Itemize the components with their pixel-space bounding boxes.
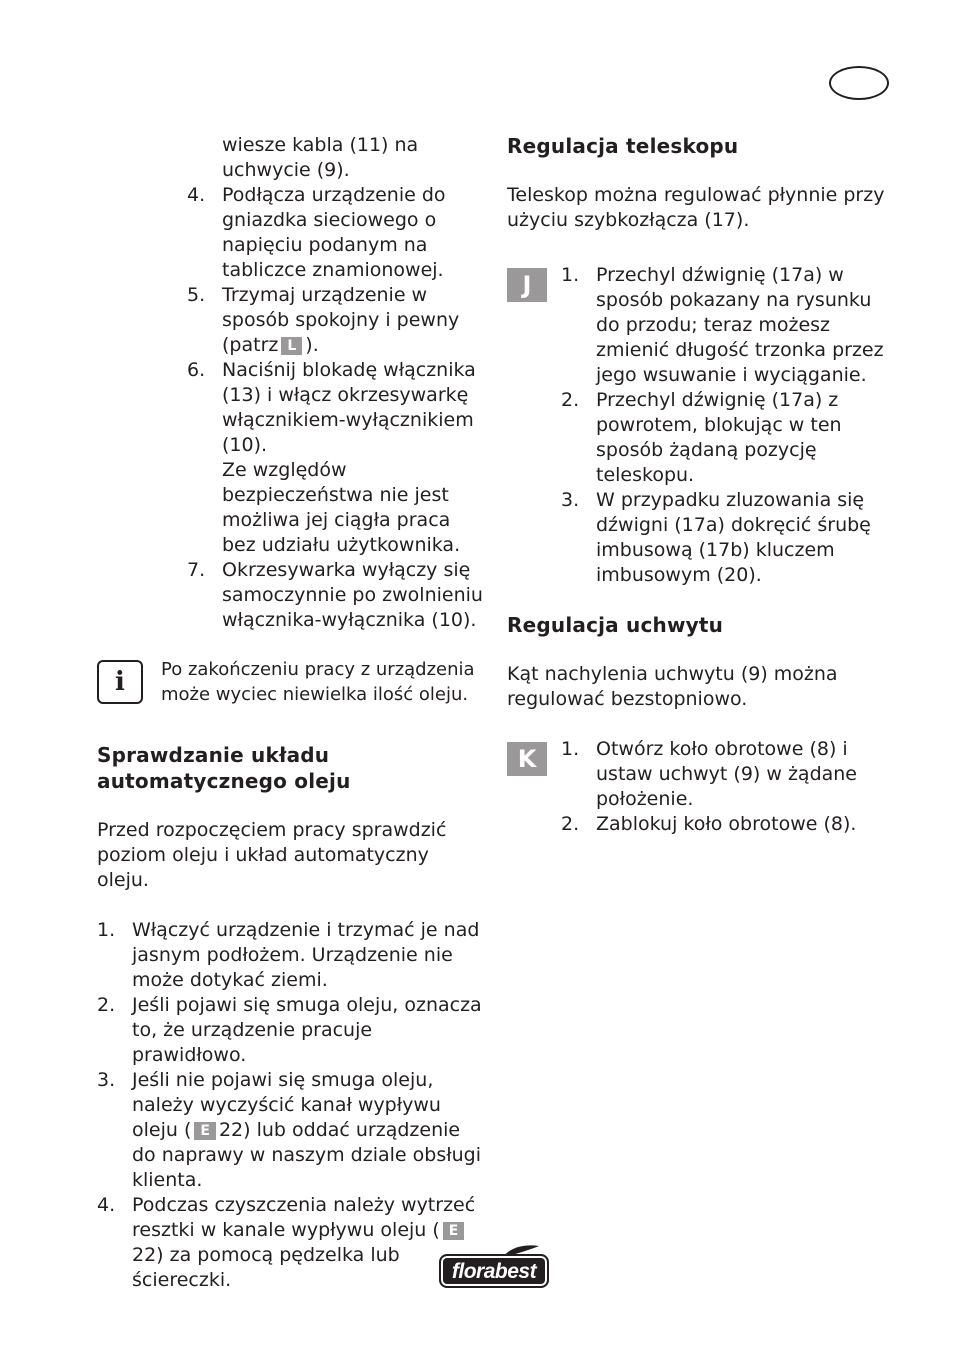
list-item (187, 183, 483, 283)
numbered-list (561, 263, 889, 588)
item-text: Otwórz koło obrotowe (8) i ustaw uchwyt (9) w żądane położenie. (596, 738, 857, 810)
language-oval-marker (829, 66, 889, 100)
item-number: 1. (561, 738, 580, 760)
item-number: 3. (561, 489, 580, 511)
item-number: 4. (187, 184, 206, 206)
list-item (187, 358, 483, 558)
item-text-after: ). (305, 334, 319, 356)
figure-badge: E (443, 1222, 465, 1240)
figure-label-j: J (507, 268, 547, 302)
item-number: 2. (561, 813, 580, 835)
item-number: 1. (97, 919, 116, 941)
item-text: Przechyl dźwignię (17a) z powrotem, blokując w ten sposób żądaną pozycję teleskopu. (596, 389, 842, 486)
figure-badge: E (194, 1122, 216, 1140)
step-block-k (507, 737, 889, 837)
item-text (132, 1193, 483, 1293)
list-item (187, 283, 483, 358)
step-block-j (507, 263, 889, 588)
note-text: Po zakończeniu pracy z urządzenia może wyciec niewielka ilość oleju. (161, 659, 475, 705)
numbered-list (561, 737, 889, 837)
left-column (97, 133, 483, 1293)
list-item (187, 558, 483, 633)
item-text: Zablokuj koło obrotowe (8). (596, 813, 857, 835)
item-text: wiesze kabla (11) na uchwycie (9). (222, 134, 419, 181)
list-item (97, 918, 483, 993)
right-column (507, 133, 889, 837)
item-number: 2. (561, 389, 580, 411)
item-text-before: Jeśli nie pojawi się smuga oleju, należy wyczyścić kanał wypływu oleju ( (132, 1069, 441, 1141)
list-item (561, 488, 889, 588)
item-text: Jeśli pojawi się smuga oleju, oznacza to, że urządzenie pracuje prawidłowo. (132, 994, 482, 1066)
item-text-after: 22) lub oddać urządzenie do naprawy w naszym dziale obsługi klienta. (132, 1119, 482, 1191)
continued-list (97, 133, 483, 633)
item-text-before: Trzymaj urządzenie w sposób spokojny i pewny (patrz (222, 284, 460, 356)
info-note (97, 657, 483, 707)
item-number: 2. (97, 994, 116, 1016)
item-text: Podłącza urządzenie do gniazdka sieciowego o napięciu podanym na tabliczce znamionowej. (222, 184, 446, 281)
item-number: 1. (561, 264, 580, 286)
item-text: Okrzesywarka wyłączy się samoczynnie po zwolnieniu włącznika-wyłącznika (10). (222, 559, 483, 631)
item-number: 7. (187, 559, 206, 581)
item-text (132, 1068, 483, 1193)
item-text: Włączyć urządzenie i trzymać je nad jasnym podłożem. Urządzenie nie może dotykać ziemi. (132, 919, 480, 991)
item-text-after: 22) za pomocą pędzelka lub ściereczki. (132, 1244, 400, 1291)
list-item (97, 993, 483, 1068)
section-intro: Kąt nachylenia uchwytu (9) można regulować bezstopniowo. (507, 663, 838, 710)
list-item (187, 133, 483, 183)
item-text-before: Podczas czyszczenia należy wytrzeć resztki w kanale wypływu oleju ( (132, 1194, 476, 1241)
brand-logo (439, 1244, 551, 1290)
list-item (561, 263, 889, 388)
list-item (97, 1068, 483, 1193)
item-number: 6. (187, 359, 206, 381)
item-number: 5. (187, 284, 206, 306)
item-text (222, 283, 483, 358)
item-text: W przypadku zluzowania się dźwigni (17a) dokręcić śrubę imbusową (17b) kluczem imbusowym (20). (596, 489, 871, 586)
figure-badge: L (281, 337, 302, 355)
section-heading: Regulacja teleskopu (507, 134, 739, 158)
item-number: 3. (97, 1069, 116, 1091)
item-number: 4. (97, 1194, 116, 1216)
logo-text: florabest (451, 1260, 537, 1283)
list-item (97, 1193, 483, 1293)
section-intro: Przed rozpoczęciem pracy sprawdzić poziom oleju i układ automatyczny oleju. (97, 819, 447, 891)
logo-badge (439, 1254, 549, 1288)
item-text: Ze względów bezpieczeństwa nie jest możliwa jej ciągła praca bez udziału użytkownika. (222, 459, 461, 556)
list-item (561, 737, 889, 812)
numbered-list (97, 918, 483, 1293)
info-icon: i (97, 660, 143, 704)
section-intro: Teleskop można regulować płynnie przy użyciu szybkozłącza (17). (507, 184, 885, 231)
section-heading: Sprawdzanie układu automatycznego oleju (97, 743, 351, 793)
figure-label-k: K (507, 742, 547, 776)
item-text: Przechyl dźwignię (17a) w sposób pokazany na rysunku do przodu; teraz możesz zmienić długość trzonka przez jego wsuwanie i wyciąganie. (596, 264, 884, 386)
section-heading: Regulacja uchwytu (507, 613, 724, 637)
list-item (561, 812, 889, 837)
item-text: Naciśnij blokadę włącznika (13) i włącz okrzesywarkę włącznikiem-wyłącznikiem (10). (222, 359, 476, 456)
list-item (561, 388, 889, 488)
